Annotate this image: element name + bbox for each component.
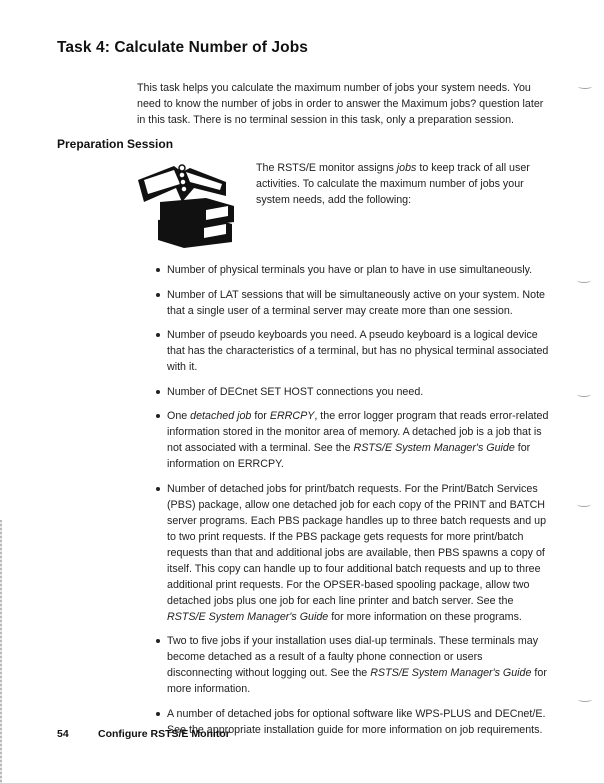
- bullet-icon: [156, 390, 160, 394]
- bullet-icon: [156, 639, 160, 643]
- book-stack-icon: [136, 158, 244, 248]
- bullet-icon: [156, 487, 160, 491]
- list-item: [155, 262, 550, 278]
- list-item-text: Number of physical terminals you have or plan to have in use simultaneously.: [167, 264, 533, 276]
- list-item-term: ERRCPY: [269, 410, 315, 422]
- list-item: [155, 384, 550, 400]
- side-text-term: jobs: [396, 162, 417, 174]
- bullet-list: [155, 262, 550, 746]
- list-item-text: for more information.: [167, 667, 547, 695]
- section-heading: Preparation Session: [57, 137, 174, 151]
- list-item: [155, 408, 550, 472]
- bullet-icon: [156, 414, 160, 418]
- margin-mark: [577, 502, 591, 507]
- bullet-icon: [156, 293, 160, 297]
- page-number: 54: [57, 728, 69, 740]
- intro-side-text: [256, 160, 546, 208]
- list-item-text: Number of pseudo keyboards you need. A pseudo keyboard is a logical device that has the characteristics of a terminal, but has no physical terminal associated with it.: [167, 329, 549, 373]
- margin-mark: [577, 278, 591, 283]
- bullet-icon: [156, 712, 160, 716]
- list-item-text: for information on ERRCPY.: [167, 442, 531, 470]
- list-item-text: A number of detached jobs for optional software like WPS-PLUS and DECnet/E. See the appropriate installation guide for more information on job requirements.: [167, 707, 546, 736]
- list-item-text: Number of detached jobs for print/batch requests. For the Print/Batch Services (PBS) package, allow one detached job for each copy of the PRINT and BATCH server programs. Each PBS package handles up to three batch requests and up to two print requests. If the PBS package gets requests for more print/batch requests than that and additional jobs are available, then PBS spawns a copy of itself. This copy can handle up to four additional batch requests and up to three additional print requests. For the OPSER-based spooling package, allow two detached jobs plus one job for each line printer and batch server. See the: [167, 482, 547, 607]
- list-item-term: detached job: [190, 410, 252, 422]
- list-item: [155, 327, 550, 375]
- side-text-part: to keep track of all user activities. To calculate the maximum number of jobs your system needs, add the following:: [256, 162, 530, 206]
- list-item-text: Number of LAT sessions that will be simultaneously active on your system. Note that a single user of a terminal server may create more than one session.: [167, 288, 545, 317]
- list-item: [155, 287, 550, 319]
- scan-edge: [0, 520, 2, 783]
- margin-mark: [578, 84, 592, 89]
- list-item: [155, 633, 550, 697]
- list-item-text: , the error logger program that reads error-related information stored in the monitor area of memory. A detached job is a job that is not associated with a terminal. See the: [167, 410, 549, 454]
- list-item-text: Two to five jobs if your installation uses dial-up terminals. These terminals may become detached as a result of a faulty phone connection or users disconnecting without logging out. See the: [167, 635, 539, 679]
- book-title-reference: RSTS/E System Manager's Guide: [167, 610, 329, 623]
- intro-paragraph: This task helps you calculate the maximum number of jobs your system needs. You need to know the number of jobs in order to answer the Maximum jobs? question later in this task. There is no terminal session in this task, only a preparation session.: [137, 82, 544, 126]
- side-text-part: The RSTS/E monitor assigns: [256, 162, 397, 174]
- margin-mark: [577, 392, 591, 397]
- bullet-icon: [156, 268, 160, 272]
- bullet-icon: [156, 333, 160, 337]
- book-title-reference: RSTS/E System Manager's Guide: [370, 667, 532, 679]
- list-item: [155, 481, 550, 625]
- list-item-text: for more information on these programs.: [328, 610, 522, 623]
- page-footer: [57, 728, 230, 740]
- list-item-text: for: [251, 410, 270, 422]
- book-title-reference: RSTS/E System Manager's Guide: [353, 442, 515, 454]
- list-item-text: Number of DECnet SET HOST connections you need.: [167, 385, 424, 398]
- list-item-text: One: [167, 410, 191, 422]
- page-title: Task 4: Calculate Number of Jobs: [57, 39, 308, 56]
- footer-title: Configure RSTS/E Monitor: [98, 728, 230, 740]
- margin-mark: [578, 697, 592, 702]
